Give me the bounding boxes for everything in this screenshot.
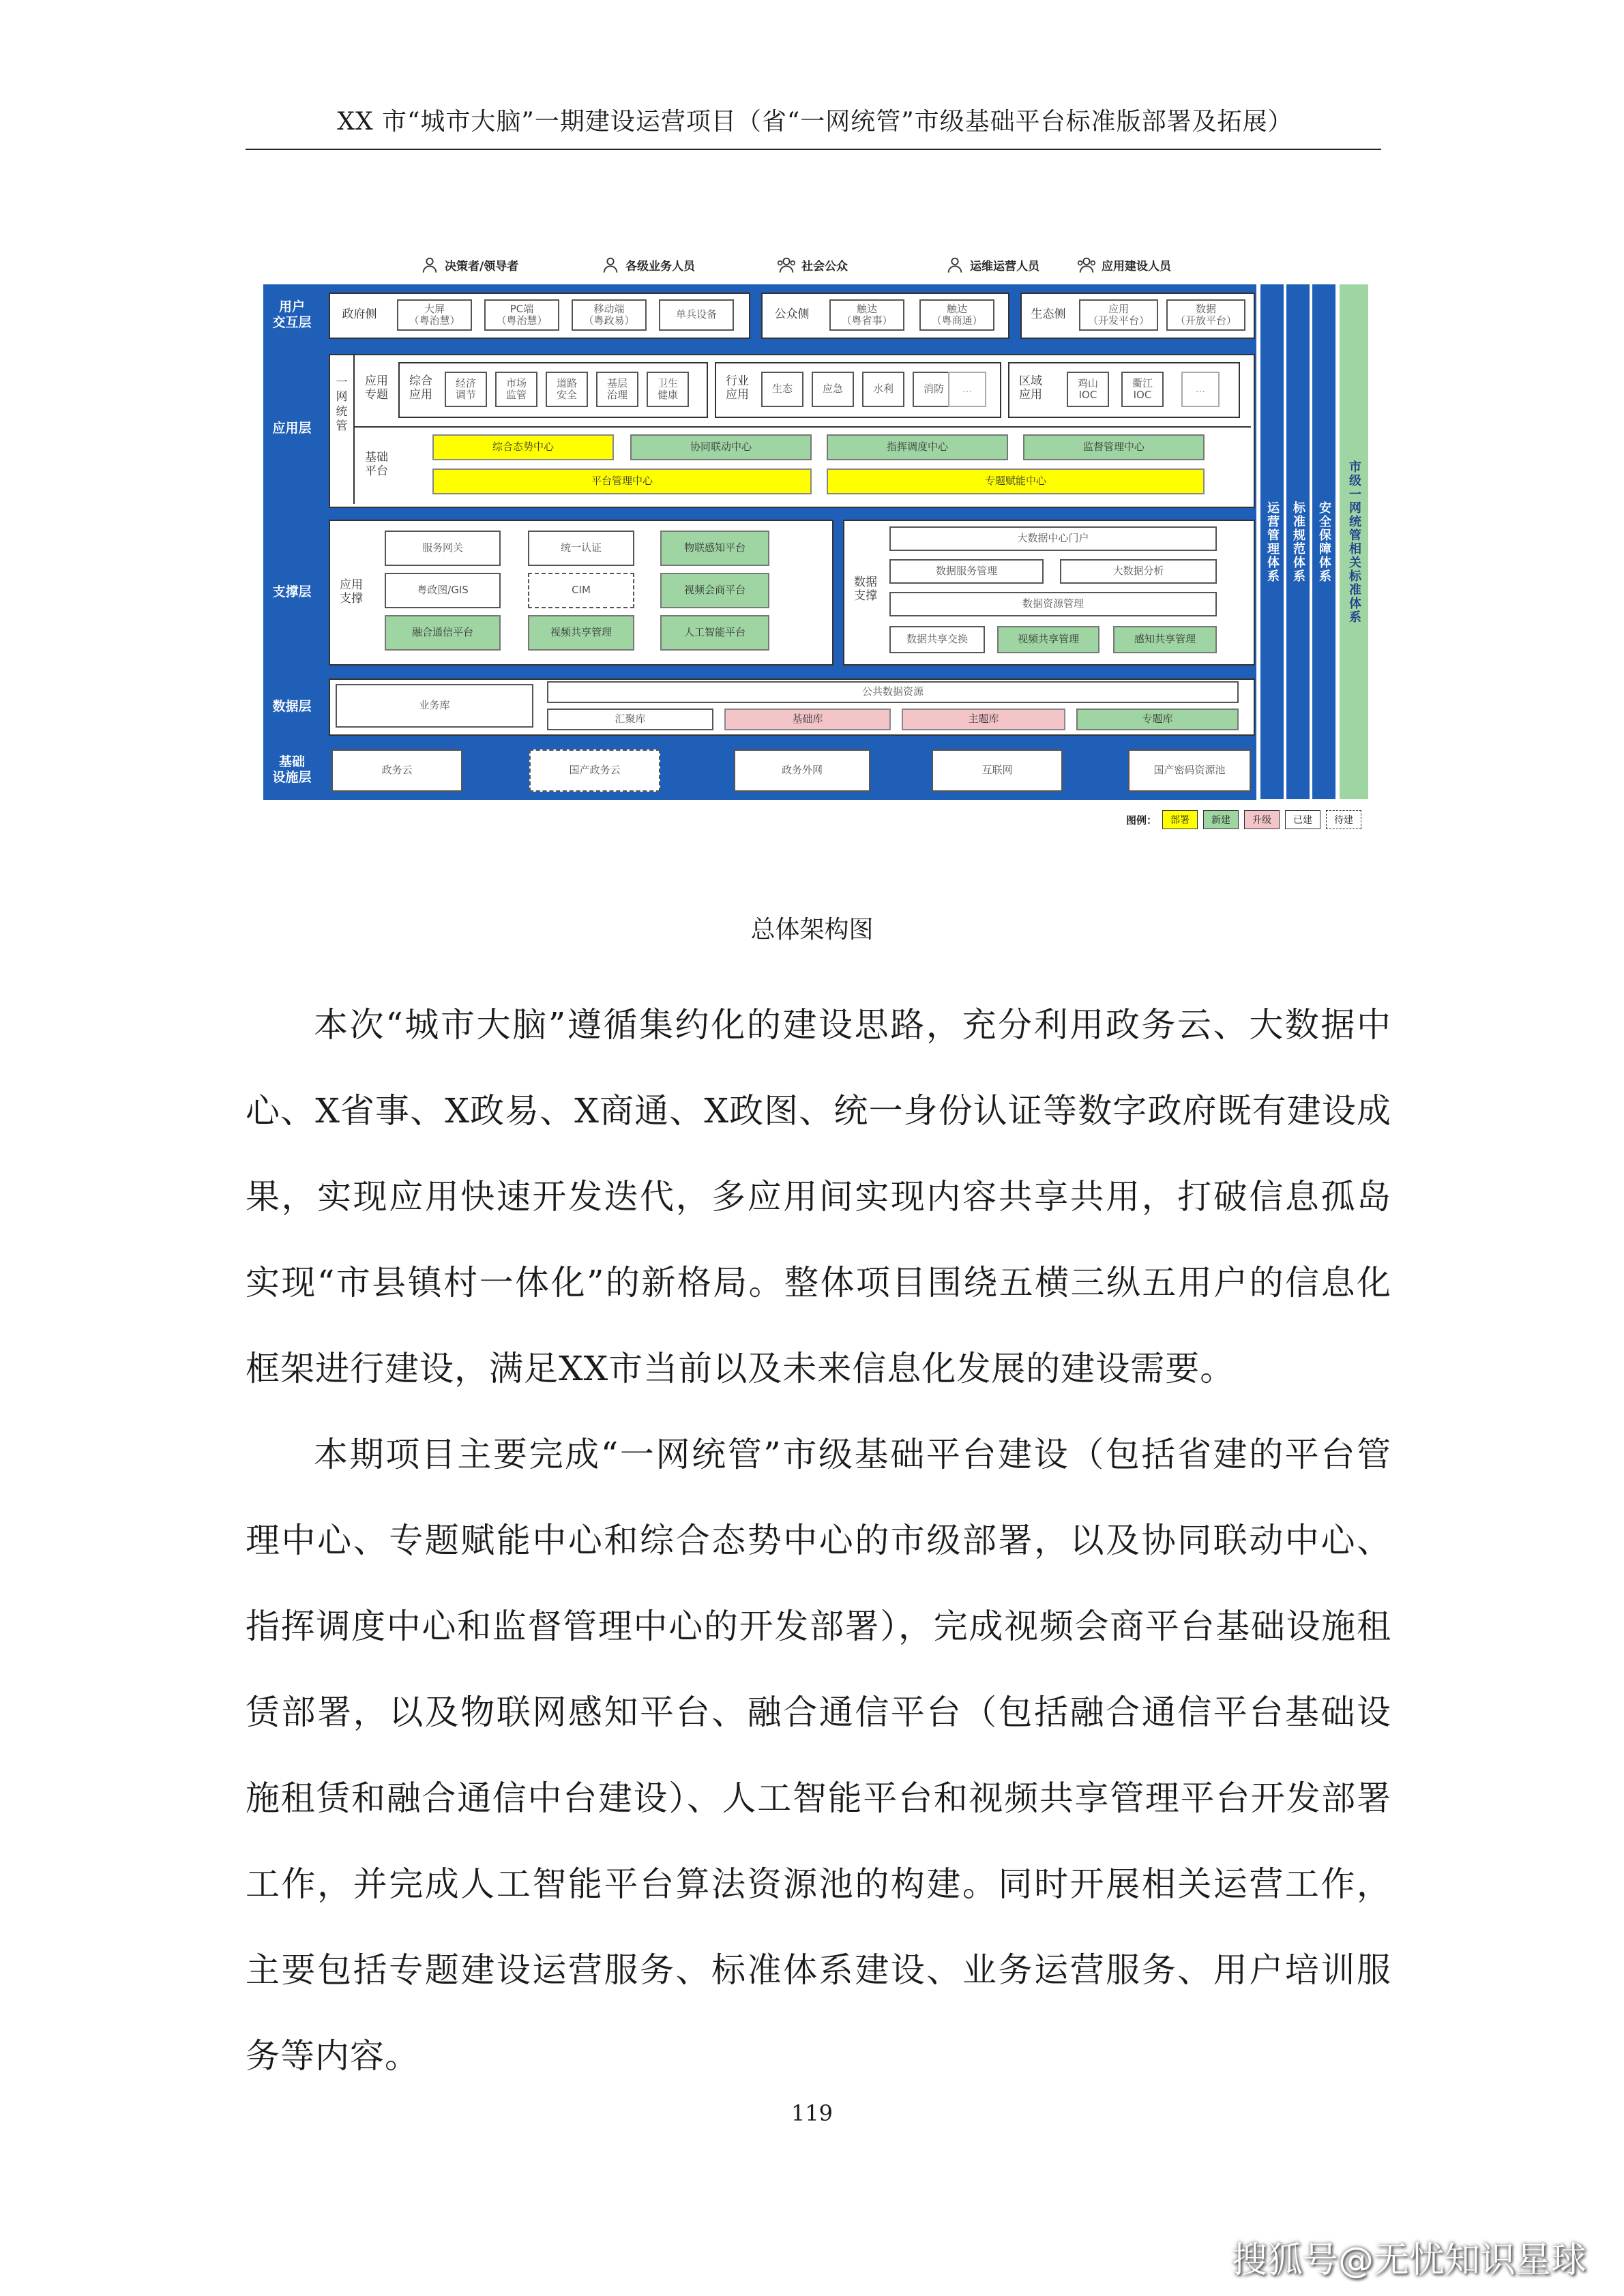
- legend-title: 图例：: [1126, 814, 1157, 826]
- data-panel: [329, 679, 1255, 736]
- app-box: 生态: [761, 372, 803, 407]
- user-role-label: 各级业务人员: [625, 259, 695, 273]
- app-box: 市场 监管: [495, 372, 537, 407]
- legend-item: 待建: [1326, 810, 1361, 829]
- center-box: 综合态势中心: [432, 434, 614, 460]
- paragraph: 本次“城市大脑”遵循集约化的建设思路，充分利用政务云、大数据中心、X省事、X政易、X商通、X政图、统一身份认证等数字政府既有建设成果，实现应用快速开发迭代，多应用间实现内容共享共用，打破信息孤岛实现“市县镇村一体化”的新格局。整体项目围绕五横三纵五用户的信息化框架进行建设，满足XX市当前以及未来信息化发展的建设需要。: [246, 1005, 1391, 1388]
- header-rule: [246, 149, 1381, 150]
- center-box: 协同联动中心: [630, 434, 812, 460]
- infra-box: 互联网: [932, 749, 1063, 792]
- column-label: 标准规范体系: [1291, 501, 1305, 583]
- user-interaction-layer: [263, 284, 1256, 346]
- layer-label: 支撑层: [272, 584, 312, 600]
- gov-side-label: 政府侧: [342, 308, 377, 321]
- channel-box: 应用 （开发平台）: [1079, 299, 1158, 331]
- eco-side-label: 生态侧: [1031, 308, 1066, 321]
- support-box: 感知共享管理: [1113, 626, 1217, 653]
- ywtg-label: 一 网 统 管: [336, 376, 348, 433]
- app-box: 消防: [913, 372, 955, 407]
- data-box: 专题库: [1076, 709, 1239, 730]
- ops-system-column: [1260, 284, 1284, 799]
- gov-side-panel: [329, 293, 750, 339]
- public-side-panel: [761, 293, 1009, 339]
- standards-column: [1286, 284, 1310, 799]
- support-box: 融合通信平台: [385, 615, 501, 651]
- column-label: 安全保障体系: [1317, 501, 1331, 583]
- person-icon: [420, 255, 439, 274]
- region-app-label: 区域 应用: [1019, 374, 1042, 402]
- user-role: [420, 255, 518, 274]
- group-icon: [777, 255, 796, 274]
- user-role-label: 社会公众: [801, 259, 848, 273]
- security-column: [1312, 284, 1335, 799]
- figure-caption: 总体架构图: [750, 916, 874, 944]
- layer-label: 数据层: [272, 698, 312, 714]
- center-box: 监督管理中心: [1023, 434, 1205, 460]
- data-box: 汇聚库: [547, 709, 713, 730]
- data-box: 业务库: [336, 684, 533, 728]
- legend-item: 新建: [1203, 810, 1239, 829]
- data-layer: [263, 673, 1256, 740]
- person-icon: [945, 255, 964, 274]
- support-box: 大数据中心门户: [889, 526, 1217, 551]
- app-box: 水利: [862, 372, 904, 407]
- comp-app-label: 综合 应用: [409, 374, 432, 402]
- channel-box: 大屏 （粤治慧）: [397, 299, 472, 331]
- app-box: 卫生 健康: [647, 372, 689, 407]
- support-box: 物联感知平台: [660, 531, 769, 566]
- support-box: 粤政图/GIS: [385, 573, 501, 608]
- user-role: [777, 255, 848, 274]
- comp-app-panel: [398, 362, 708, 418]
- channel-box: 移动端 （粤政易）: [572, 299, 647, 331]
- legend-item: 升级: [1244, 810, 1280, 829]
- data-box: 公共数据资源: [547, 681, 1239, 703]
- app-box-more: ...: [948, 372, 986, 407]
- industry-app-label: 行业 应用: [726, 374, 749, 402]
- data-box: 主题库: [902, 709, 1065, 730]
- column-label: 市级一网统管相关标准体系: [1347, 460, 1361, 624]
- city-standards-column: [1340, 284, 1368, 799]
- support-box: 数据共享交换: [889, 626, 985, 653]
- channel-box: PC端 （粤治慧）: [484, 299, 559, 331]
- support-layer: [263, 511, 1256, 673]
- center-box: 专题赋能中心: [827, 468, 1205, 494]
- industry-app-panel: [715, 362, 1001, 418]
- layer-label: 应用层: [272, 421, 312, 436]
- ywtg-panel: [329, 354, 1255, 508]
- layer-label: 基础 设施层: [272, 754, 312, 785]
- user-role-label: 决策者/领导者: [445, 259, 519, 273]
- app-box: 衢江 IOC: [1121, 372, 1164, 407]
- data-support-label: 数据 支撑: [854, 576, 877, 603]
- support-box: 数据资源管理: [889, 592, 1217, 616]
- support-box: CIM: [528, 573, 634, 608]
- region-app-panel: [1008, 362, 1240, 418]
- user-role-label: 运维运营人员: [970, 259, 1039, 273]
- body-text: [246, 982, 1391, 2099]
- app-box: 道路 安全: [546, 372, 588, 407]
- app-support-label: 应用 支撑: [340, 578, 363, 606]
- public-side-label: 公众侧: [774, 308, 810, 321]
- support-box: 服务网关: [385, 531, 501, 566]
- app-box: 经济 调节: [445, 372, 487, 407]
- channel-box: 触达 （粤商通）: [919, 299, 994, 331]
- user-role: [1077, 255, 1171, 274]
- support-box: 人工智能平台: [660, 615, 769, 651]
- architecture-diagram: [263, 252, 1368, 846]
- watermark: 搜狐号@无忧知识星球: [1231, 2240, 1586, 2281]
- user-role-label: 应用建设人员: [1102, 259, 1171, 273]
- support-box: 大数据分析: [1060, 559, 1217, 584]
- infra-box: 国产密码资源池: [1128, 749, 1251, 792]
- support-box: 视频共享管理: [997, 626, 1099, 653]
- paragraph: 本期项目主要完成“一网统管”市级基础平台建设（包括省建的平台管理中心、专题赋能中心和综合态势中心的市级部署，以及协同联动中心、指挥调度中心和监督管理中心的开发部署），完成视频会商平台基础设施租赁部署，以及物联网感知平台、融合通信平台（包括融合通信平台基础设施租赁和融合通信中台建设）、人工智能平台和视频共享管理平台开发部署工作，并完成人工智能平台算法资源池的构建。同时开展相关运营工作，主要包括专题建设运营服务、标准体系建设、业务运营服务、用户培训服务等内容。: [246, 1435, 1391, 2076]
- support-box: 视频共享管理: [528, 615, 634, 651]
- base-platform-label: 基础 平台: [365, 451, 388, 479]
- page-number: 119: [791, 2100, 833, 2126]
- data-support-panel: [843, 520, 1255, 666]
- data-box: 基础库: [724, 709, 891, 730]
- infra-box: 政务云: [331, 749, 462, 792]
- column-label: 运营管理体系: [1265, 501, 1280, 583]
- channel-box: 单兵设备: [659, 299, 734, 331]
- infra-box: 国产政务云: [529, 749, 660, 792]
- support-box: 统一认证: [528, 531, 634, 566]
- center-box: 平台管理中心: [432, 468, 812, 494]
- user-roles-row: [263, 252, 1368, 280]
- eco-side-panel: [1020, 293, 1255, 339]
- app-support-panel: [329, 520, 833, 666]
- legend-item: 部署: [1162, 810, 1198, 829]
- channel-box: 触达 （粤省事）: [829, 299, 904, 331]
- infra-box: 政务外网: [734, 749, 870, 792]
- person-icon: [601, 255, 620, 274]
- legend-item: 已建: [1285, 810, 1320, 829]
- app-box: 应急: [812, 372, 854, 407]
- app-box-more: ...: [1181, 372, 1220, 407]
- application-layer: [263, 346, 1256, 511]
- app-box: 基层 治理: [596, 372, 638, 407]
- page-header: XX 市“城市大脑”一期建设运营项目（省“一网统管”市级基础平台标准版部署及拓展）: [337, 108, 1293, 136]
- infrastructure-layer: [263, 740, 1256, 800]
- user-role: [945, 255, 1039, 274]
- topic-label: 应用 专题: [365, 374, 388, 402]
- user-role: [601, 255, 695, 274]
- divider: [353, 355, 355, 504]
- support-box: 视频会商平台: [660, 573, 769, 608]
- layer-label: 用户 交互层: [272, 299, 312, 330]
- support-box: 数据服务管理: [889, 559, 1044, 584]
- legend: [1126, 810, 1361, 829]
- app-box: 鸡山 IOC: [1067, 372, 1109, 407]
- group-icon: [1077, 255, 1096, 274]
- divider: [353, 426, 1251, 428]
- center-box: 指挥调度中心: [827, 434, 1008, 460]
- channel-box: 数据 （开放平台）: [1166, 299, 1245, 331]
